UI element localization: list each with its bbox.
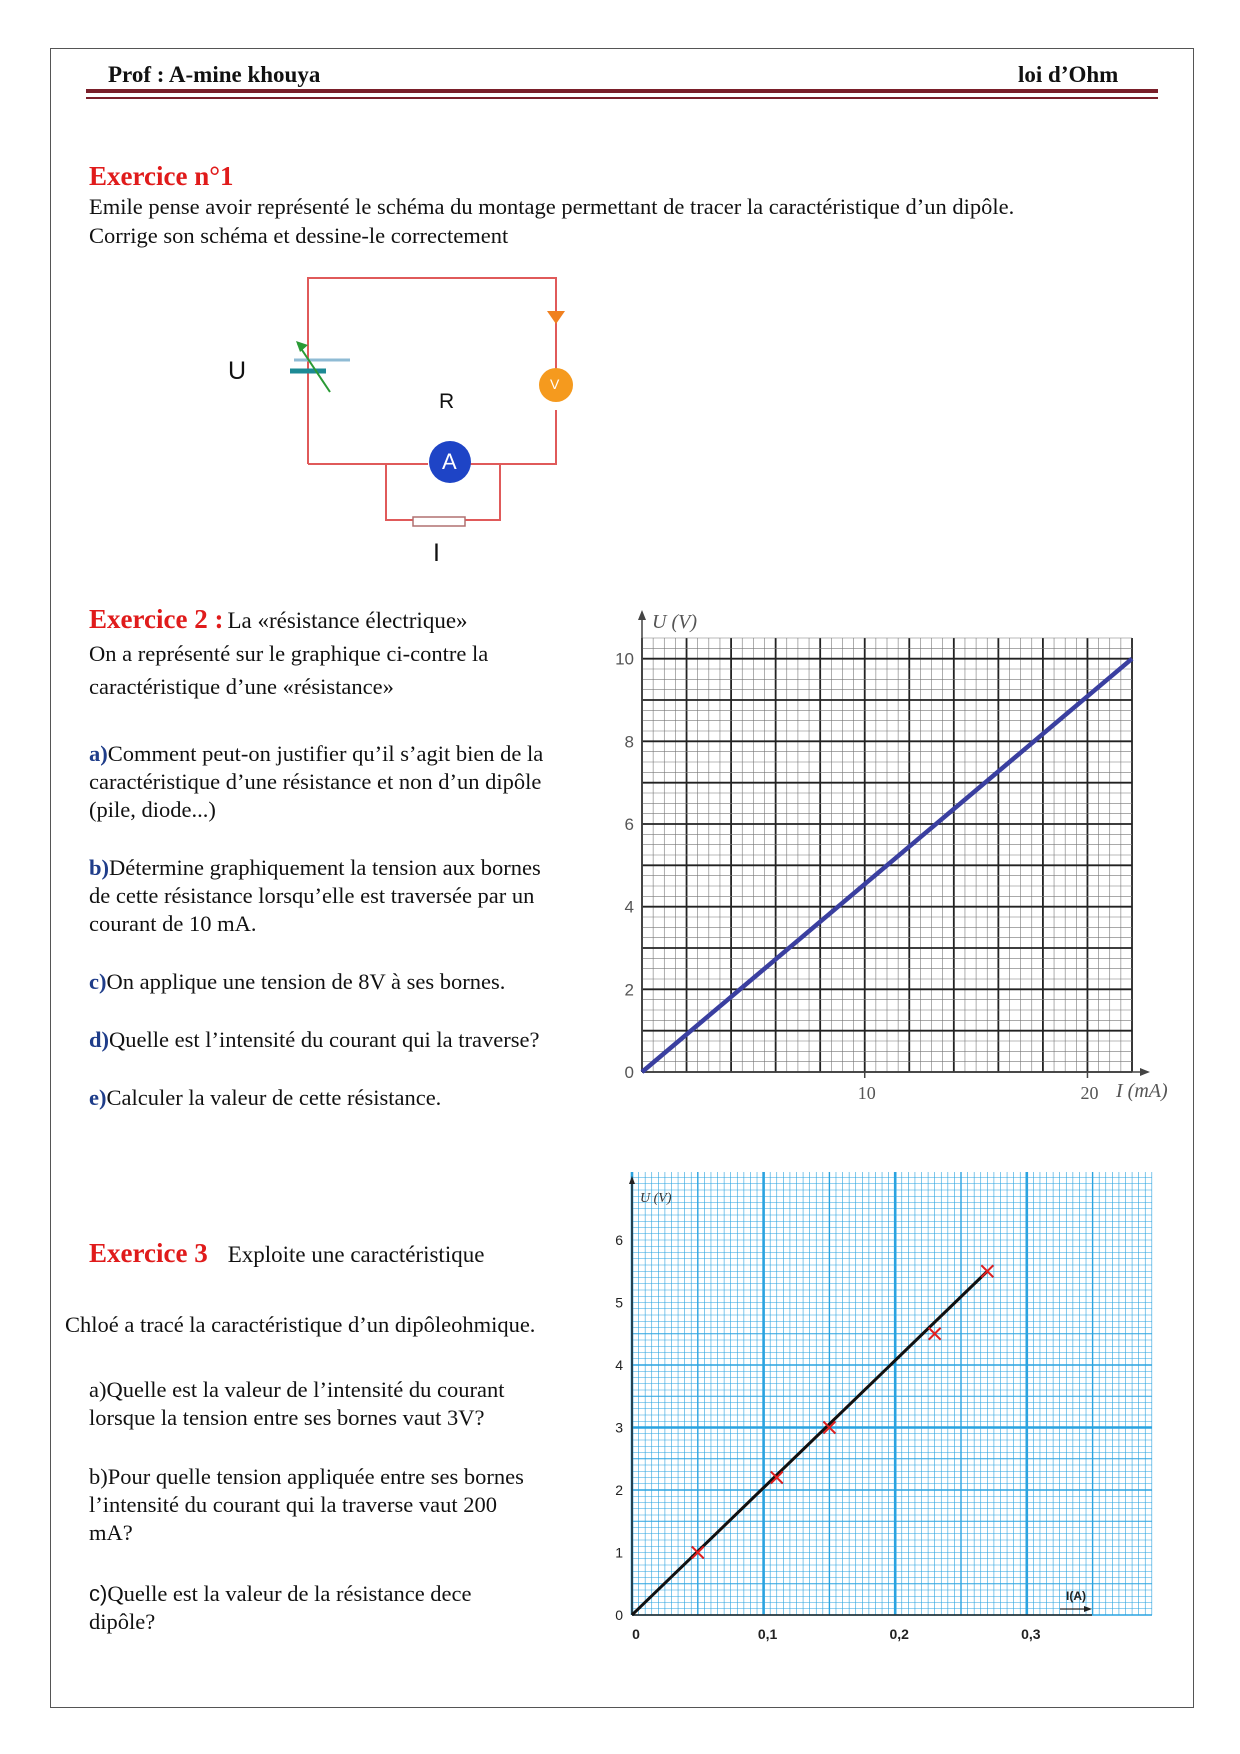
chart2-ytick-label: 3 (615, 1419, 623, 1436)
ex2-title: Exercice 2 : (89, 604, 224, 634)
ex2-intro1: On a représenté sur le graphique ci-contre la (89, 641, 489, 666)
chart2-ytick-label: 4 (615, 1357, 623, 1373)
ex3-qc-line1: Quelle est la valeur de la résistance dece (107, 1581, 472, 1606)
chart2-ytick-label: 5 (615, 1294, 623, 1311)
ex3-qb-line1: b)Pour quelle tension appliquée entre ses bornes (89, 1464, 524, 1489)
ammeter-label: A (442, 449, 457, 474)
chart2-xtick-label: 0,1 (757, 1626, 778, 1642)
ex2-qe-line1: Calculer la valeur de cette résistance. (106, 1085, 442, 1110)
chart2-ytick-label: 6 (615, 1232, 623, 1248)
chart2-ytick-label: 1 (615, 1544, 623, 1561)
ex2-qd-line1: Quelle est l’intensité du courant qui la traverse? (109, 1027, 540, 1052)
ex3-qb-line3: mA? (89, 1520, 133, 1545)
ex3-intro: Chloé a tracé la caractéristique d’un dipôleohmique. (65, 1312, 536, 1337)
ex3-subtitle: Exploite une caractéristique (227, 1242, 485, 1267)
header-author: Prof : A-mine khouya (108, 62, 321, 87)
ex3-title: Exercice 3 (89, 1238, 208, 1268)
header-topic: loi d’Ohm (1018, 62, 1119, 87)
chart1-ytick-label: 4 (624, 897, 634, 917)
chart2-ytick-label: 2 (615, 1482, 623, 1498)
ex2-qb-letter: b) (89, 855, 110, 880)
ex2-qb-line1: Détermine graphiquement la tension aux bornes (109, 855, 541, 880)
ex3-qa-line2: lorsque la tension entre ses bornes vaut 3V? (89, 1405, 485, 1430)
label-r: R (439, 390, 455, 413)
chart2-plot-area (632, 1172, 1152, 1615)
ex3-qc-line2: dipôle? (89, 1609, 156, 1634)
ex1-title: Exercice n°1 (89, 161, 234, 191)
chart1-ytick-label: 8 (624, 732, 634, 752)
chart1-ylabel: U (V) (652, 611, 697, 633)
chart2-ytick-label: 0 (615, 1607, 623, 1623)
ex2-qa-line1: Comment peut-on justifier qu’il s’agit bien de la (107, 741, 544, 766)
chart1-ytick-label: 6 (624, 815, 634, 834)
ex2-qa-line3: (pile, diode...) (89, 797, 216, 822)
ex2-intro2: caractéristique d’une «résistance» (89, 674, 394, 699)
label-i: I (433, 539, 440, 567)
chart1-ytick-label: 2 (624, 980, 634, 1000)
ex2-subtitle: La «résistance électrique» (227, 608, 468, 633)
chart2-xtick-label: 0 (632, 1626, 640, 1642)
chart1-xtick-label: 20 (1080, 1083, 1099, 1103)
ex2-qa-line2: caractéristique d’une résistance et non d’un dipôle (89, 769, 542, 794)
label-u: U (228, 357, 247, 385)
chart1-xtick-label: 10 (857, 1083, 876, 1103)
ex2-qd-letter: d) (89, 1027, 110, 1052)
voltmeter-label: V (550, 376, 560, 392)
chart2-ylabel: U (V) (640, 1191, 672, 1206)
chart1-ytick-label: 0 (624, 1063, 634, 1082)
ex2-qe-letter: e) (89, 1085, 107, 1110)
chart1-ytick-label: 10 (615, 649, 634, 669)
ex2-qc-letter: c) (89, 969, 107, 994)
ex2-qc-line1: On applique une tension de 8V à ses bornes. (106, 969, 506, 994)
chart2-xtick-label: 0,2 (889, 1626, 909, 1642)
ex2-qb-line2: de cette résistance lorsqu’elle est traversée par un (89, 883, 535, 908)
ex2-qa-letter: a) (89, 741, 108, 766)
ex3-qb-line2: l’intensité du courant qui la traverse vaut 200 (89, 1492, 497, 1517)
chart2-xlabel: I(A) (1066, 1589, 1086, 1603)
ex1-line1: Emile pense avoir représenté le schéma du montage permettant de tracer la caractéristique d’un dipôle. (89, 194, 1015, 219)
ex3-qc-letter: c) (89, 1581, 108, 1606)
ex3-qa-line1: a)Quelle est la valeur de l’intensité du courant (89, 1377, 505, 1402)
ex1-line2: Corrige son schéma et dessine-le correctement (89, 223, 509, 248)
chart2-xtick-label: 0,3 (1021, 1626, 1041, 1642)
ex2-qb-line3: courant de 10 mA. (89, 911, 257, 936)
chart1-xlabel: I (mA) (1116, 1080, 1168, 1102)
